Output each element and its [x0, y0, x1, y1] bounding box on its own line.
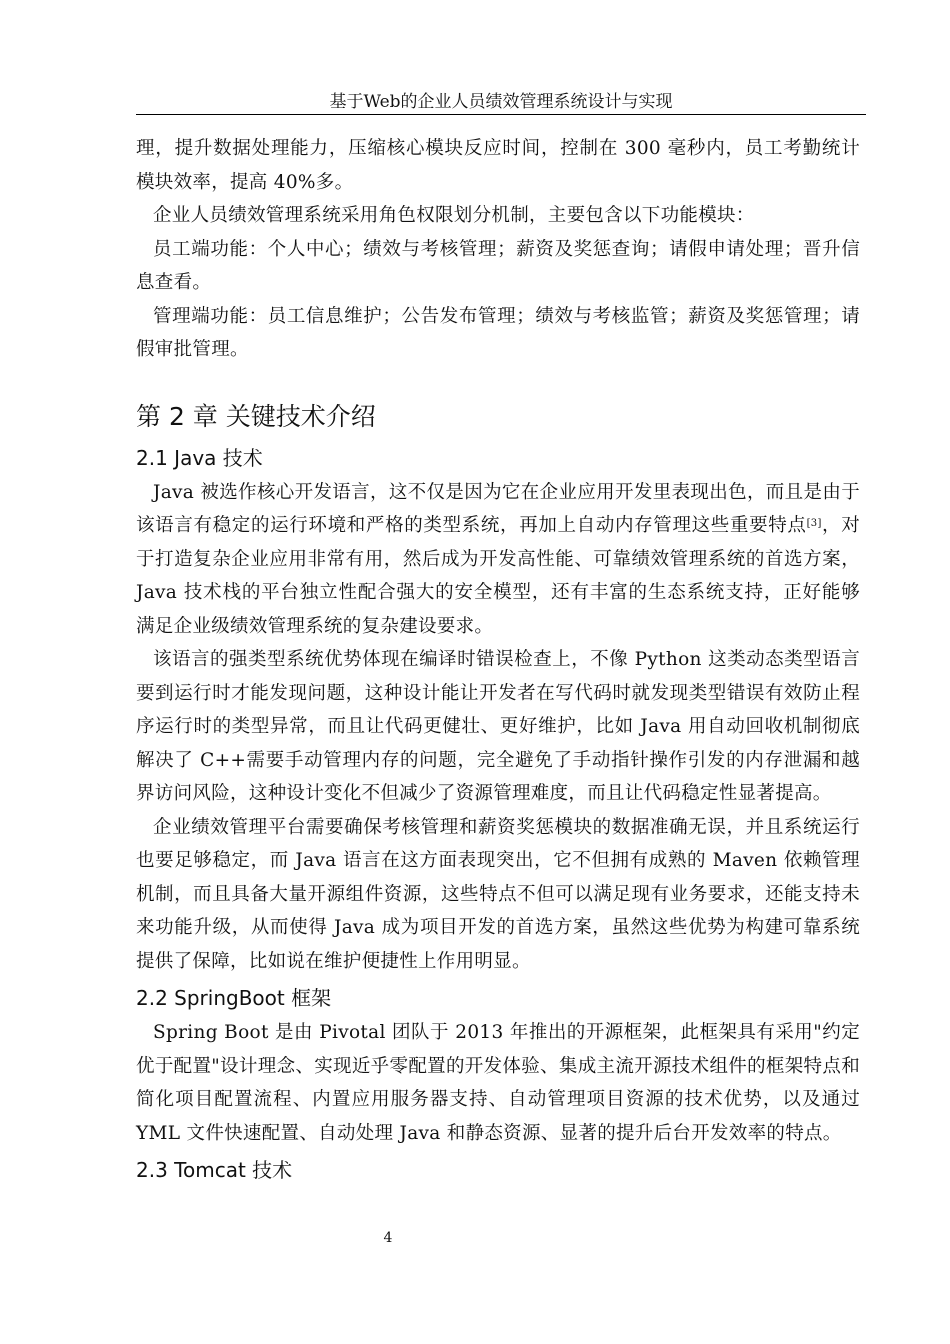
citation-ref: [3] — [806, 518, 822, 529]
paragraph: 企业绩效管理平台需要确保考核管理和薪资奖惩模块的数据准确无误，并且系统运行也要足够稳定，而 Java 语言在这方面表现突出，它不但拥有成熟的 Maven 依赖管理机制，而且具备大量开源组件资源，这些特点不但可以满足现有业务要求，还能支持未来功能升级，从而使得 Java 成为项目开发的首选方案，虽然这些优势为构建可靠系统提供了保障，比如说在维护便捷性上作用明显。 — [136, 816, 860, 972]
paragraph: 员工端功能：个人中心；绩效与考核管理；薪资及奖惩查询；请假申请处理；晋升信息查看。 — [136, 238, 860, 293]
page-number: 4 — [383, 1230, 393, 1246]
paragraph: 理，提升数据处理能力，压缩核心模块反应时间，控制在 300 毫秒内，员工考勤统计模块效率，提高 40%多。 — [136, 138, 860, 193]
section-title-tomcat: 2.3 Tomcat 技术 — [136, 1158, 293, 1182]
paragraph: 该语言的强类型系统优势体现在编译时错误检查上，不像 Python 这类动态类型语言要到运行时才能发现问题，这种设计能让开发者在写代码时就发现类型错误有效防止程序运行时的类型异常，而且让代码更健壮、更好维护，比如 Java 用自动回收机制彻底解决了 C++需要手动管理内存的问题，完全避免了手动指针操作引发的内存泄漏和越界访问风险，这种设计变化不但减少了资源管理难度，而且让代码稳定性显著提高。 — [136, 649, 860, 804]
paragraph: 管理端功能：员工信息维护；公告发布管理；绩效与考核监管；薪资及奖惩管理；请假审批管理。 — [136, 305, 860, 360]
paragraph-text: Java 被选作核心开发语言，这不仅是因为它在企业应用开发里表现出色，而且是由于该语言有稳定的运行环境和严格的类型系统，再加上自动内存管理这些重要特点 — [136, 481, 860, 536]
paragraph: 企业人员绩效管理系统采用角色权限划分机制，主要包含以下功能模块： — [153, 205, 755, 226]
section-title-java: 2.1 Java 技术 — [136, 445, 263, 470]
paragraph — [136, 476, 860, 644]
chapter-title: 第 2 章 关键技术介绍 — [136, 401, 376, 431]
header-divider — [136, 114, 866, 115]
running-header: 基于Web的企业人员绩效管理系统设计与实现 — [329, 92, 673, 112]
section-title-springboot: 2.2 SpringBoot 框架 — [136, 986, 332, 1010]
page-body — [136, 132, 860, 1188]
paragraph: Spring Boot 是由 Pivotal 团队于 2013 年推出的开源框架，此框架具有采用"约定优于配置"设计理念、实现近乎零配置的开发体验、集成主流开源技术组件的框架特点和简化项目配置流程、内置应用服务器支持、自动管理项目资源的技术优势，以及通过 YML 文件快速配置、自动处理 Java 和静态资源、显著的提升后台开发效率的特点。 — [136, 1022, 860, 1144]
paragraph-text: ，对于打造复杂企业应用非常有用，然后成为开发高性能、可靠绩效管理系统的首选方案，Java 技术栈的平台独立性配合强大的安全模型，还有丰富的生态系统支持，正好能够满足企业级绩效管理系统的复杂建设要求。 — [136, 515, 860, 637]
